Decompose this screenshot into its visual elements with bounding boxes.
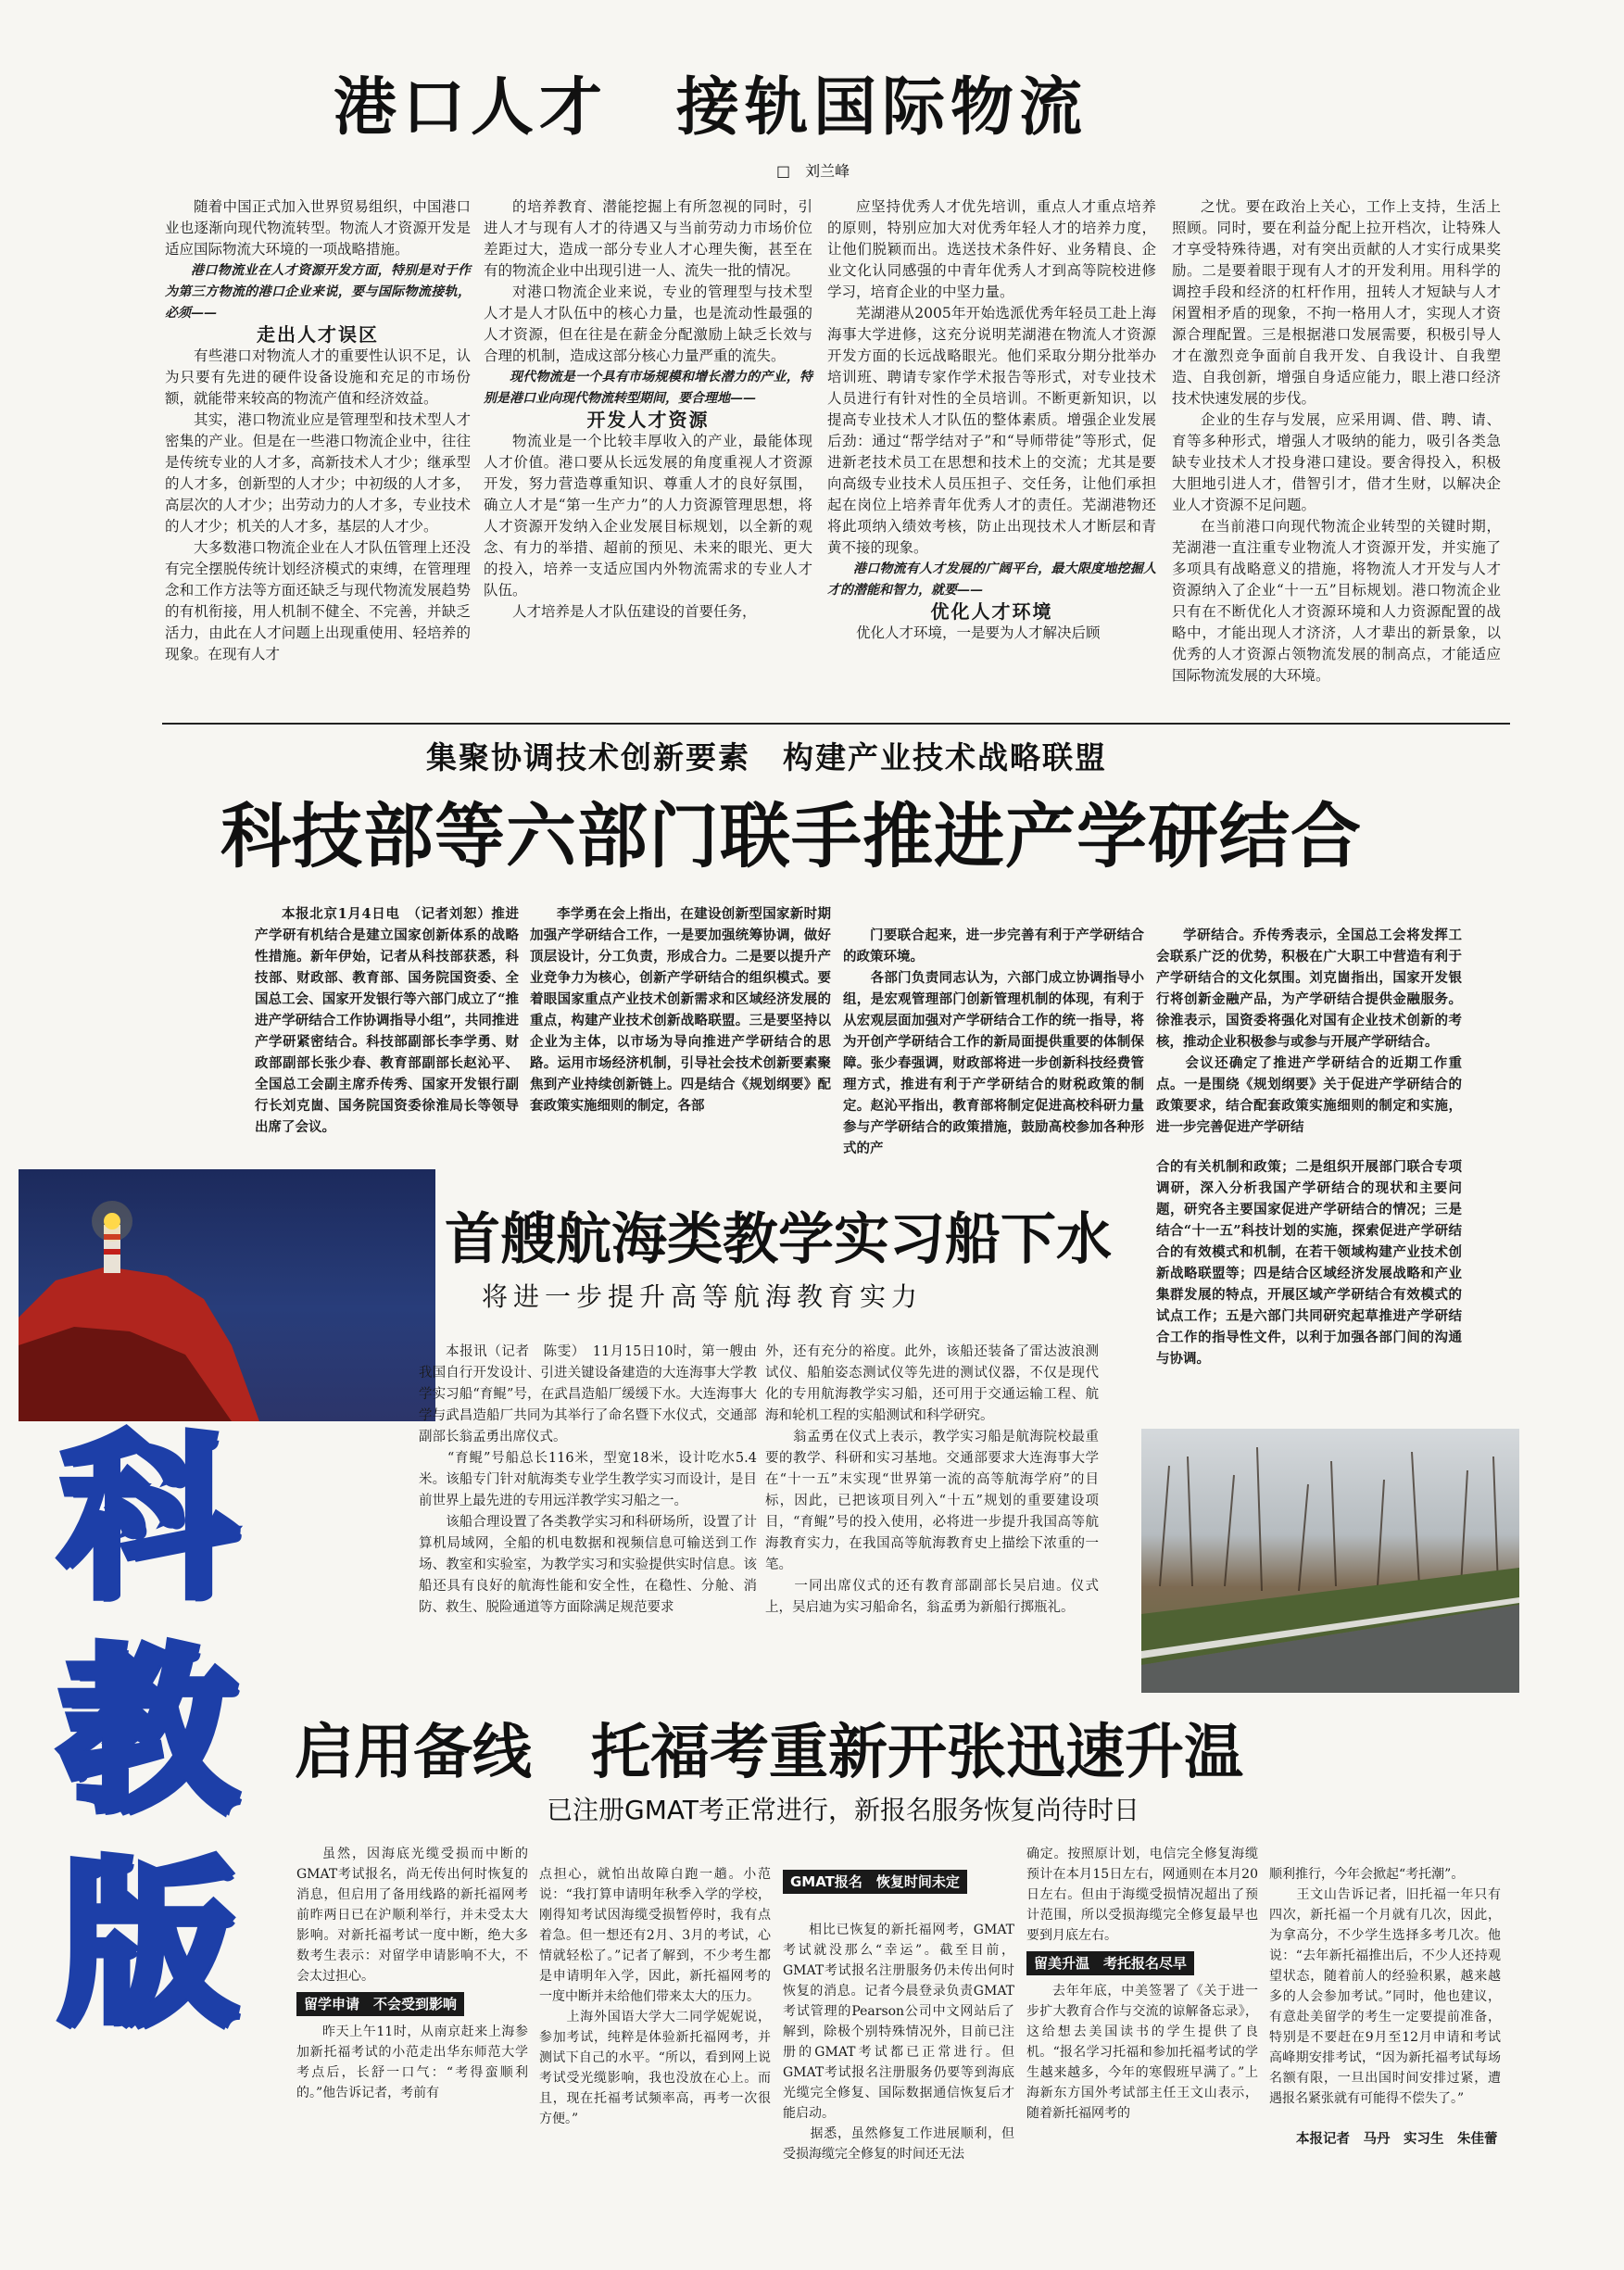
article4-signature: 本报记者 马丹 实习生 朱佳蕾 bbox=[1296, 2131, 1498, 2147]
article2-col2: 李学勇在会上指出，在建设创新型国家新时期加强产学研结合工作，一是要加强统筹协调，做好顶层设计，分工负责，形成合力。二是要以提升产业竞争力为核心，创新产学研结合的组织模式。要着眼国家重点产业技术创新需求和区域经济发展的重点，构建产业技术创新战略联盟。三是要坚持以企业为主体，以市场为导向推进产学研结合的思路。运用市场经济机制，引导社会技术创新要素聚焦到产业持续创新链上。四是结合《规划纲要》配套政策实施细则的制定，各部 bbox=[530, 906, 831, 1114]
article1-title: 港口人才 接轨国际物流 bbox=[334, 71, 1089, 145]
lighthouse-illustration bbox=[19, 1169, 435, 1421]
subheading-2: 开发人才资源 bbox=[586, 409, 710, 431]
article4-col3: GMAT报名 恢复时间未定 相比已恢复的新托福网考，GMAT考试就没那么“幸运”。截至目前，GMAT考试报名注册服务仍未传出何时恢复的消息。记者今晨登录负责GMAT考试管理的Pearson公司中文网站后了解到，除极个别特殊情况外，目前已注册的GMAT考试都已正常进行。但GMAT考试报名注册服务仍要等到海底光缆完全修复、国际数据通信恢复后才能启动。 据悉，虽然修复工作进展顺利，但受损海缆完全修复的时间还无法 bbox=[783, 1844, 1014, 2185]
article4-col1: 虽然，因海底光缆受损而中断的GMAT考试报名，尚无传出何时恢复的消息，但启用了备用线路的新托福网考前昨两日已在沪顺利举行，并未受太大影响。对新托福考试一度中断，绝大多数考生表示：对留学申请影响不大，不会太过担心。 留学申请 不会受到影响 昨天上午11时，从南京赶来上海参加新托福考试的小范走出华东师范大学考点后，长舒一口气：“考得蛮顺利的。”他告诉记者，考前有 bbox=[296, 1847, 528, 2100]
article4-col5: 顺利推行，今年会掀起“考托潮”。 王文山告诉记者，旧托福一年只有四次，新托福一个月就有几次，因此，为拿高分，不少学生选择多考几次。他说：“去年新托福推出后，不少人还持观望状态，随着前人的经验积累，越来越多的人会参加考试。”同时，他也建议，有意赴美留学的考生一定要提前准备，特别是不要赶在9月至12月申请和考试高峰期安排考试，“因为新托福考试每场名额有限，一旦出国时间安排过紧，遭遇报名紧张就有可能得不偿失了。” 本报记者 马丹 实习生 朱佳蕾 bbox=[1269, 1844, 1501, 2170]
article2-title: 科技部等六部门联手推进产学研结合 bbox=[220, 795, 1362, 877]
road-photo bbox=[1141, 1429, 1519, 1693]
label-gmat: GMAT报名 恢复时间未定 bbox=[783, 1870, 967, 1894]
article2-col4a: 学研结合。乔传秀表示，全国总工会将发挥工会联系广泛的优势，积极在广大职工中营造有利于产学研结合的文化氛围。刘克崮指出，国家开发银行将创新金融产品，为产学研结合提供金融服务。徐淮表示，国资委将强化对国有企业技术创新的考核，推动企业积极参与或参与开展产学研结合。 会议还确定了推进产学研结合的近期工作重点。一是围绕《规划纲要》关于促进产学研结合的政策要求，结合配套政策实施细则的制定和实施，进一步完善促进产学研结 bbox=[1156, 927, 1462, 1135]
article3-subtitle: 将进一步提升高等航海教育实力 bbox=[482, 1281, 924, 1312]
label-study-us: 留美升温 考托报名尽早 bbox=[1026, 1951, 1194, 1975]
article1-byline: □ 刘兰峰 bbox=[776, 162, 850, 180]
article2-col4b: 合的有关机制和政策；二是组织开展部门联合专项调研，深入分析我国产学研结合的现状和主要问题，研究各主要国家促进产学研结合的情况；三是结合“十一五”科技计划的实施，探索促进产学研结合的有效模式和机制，在若干领域构建产业技术创新战略联盟等；四是结合区域经济发展战略和产业集群发展的特点，开展区域产学研结合有效模式的试点工作；五是六部门共同研究起草推进产学研结合工作的指导性文件，以利于加强各部门间的沟通与协调。 bbox=[1156, 1159, 1462, 1367]
divider-1 bbox=[162, 723, 1510, 725]
lighthouse-photo bbox=[19, 1169, 435, 1421]
section-char-2: 教 bbox=[59, 1630, 236, 1835]
article1-col2: 的培养教育、潜能挖掘上有所忽视的同时，引进人才与现有人才的待遇又与当前劳动力市场价位差距过大，造成一部分专业人才心理失衡，甚至在有的物流企业中出现引进一人、流失一批的情况。 对港口物流企业来说，专业的管理型与技术型人才是人才队伍中的核心力量，也是流动性最强的人才资源，但在往是在薪金分配激励上缺乏长效与合理的机制，造成这部分核心力量严重的流失。 现代物流是一个具有市场规模和增长潜力的产业，特别是港口业向现代物流转型期间，要合理地—— 开发人才资源 物流业是一个比较丰厚收入的产业，最能体现人才价值。港口要从长远发展的角度重视人才资源开发，努力营造尊重知识、尊重人才的良好氛围，确立人才是“第一生产力”的人力资源管理思想，将人才资源开发纳入企业发展目标规划，以全新的观念、有力的举措、超前的预见、未来的眼光、更大的投入，培养一支适应国内外物流需求的专业人才队伍。 人才培养是人才队伍建设的首要任务， bbox=[484, 198, 812, 620]
article2-kicker: 集聚协调技术创新要素 构建产业技术战略联盟 bbox=[426, 739, 1107, 776]
article3-title: 首艘航海类教学实习船下水 bbox=[445, 1207, 1112, 1272]
section-char-1: 科 bbox=[59, 1417, 236, 1621]
article2-col1: 本报北京1月4日电 （记者刘恕）推进产学研有机结合是建立国家创新体系的战略性措施。新年伊始，记者从科技部获悉，科技部、财政部、教育部、国务院国资委、全国总工会、国家开发银行等六部门成立了“推进产学研结合工作协调指导小组”，共同推进产学研紧密结合。科技部副部长李学勇、财政部副部长张少春、教育部副部长赵沁平、全国总工会副主席乔传秀、国家开发银行副行长刘克崮、国务院国资委徐淮局长等领导出席了会议。 bbox=[255, 906, 519, 1135]
road-illustration bbox=[1141, 1429, 1519, 1693]
subheading-3: 优化人才环境 bbox=[930, 600, 1053, 623]
article3-col2: 外，还有充分的裕度。此外，该船还装备了雷达波浪测试仪、船舶姿态测试仪等先进的测试仪器，不仅是现代化的专用航海教学实习船，还可用于交通运输工程、航海和轮机工程的实船测试和科学研究。 翁孟勇在仪式上表示，教学实习船是航海院校最重要的教学、科研和实习基地。交通部要求大连海事大学在“十一五”末实现“世界第一流的高等航海学府”的目标，因此，已把该项目列入“十五”规划的重要建设项目，“育鲲”号的投入使用，必将进一步提升我国高等航海教育实力，在我国高等航海教育史上描绘下浓重的一笔。 一同出席仪式的还有教育部副部长吴启迪。仪式上，吴启迪为实习船命名，翁孟勇为新船行掷瓶礼。 bbox=[765, 1344, 1099, 1615]
article4-col2: 点担心，就怕出故障白跑一趟。小范说：“我打算申请明年秋季入学的学校，刚得知考试因海缆受损暂停时，我有点着急。但一想还有2月、3月的考试，心情就轻松了。”记者了解到，不少考生都是申请明年入学，因此，新托福网考的一度中断并未给他们带来太大的压力。 上海外国语大学大二同学妮妮说，参加考试，纯粹是体验新托福网考，并测试下自己的水平。“所以，看到网上说考试受光缆影响，我也没放在心上。而且，现在托福考试频率高，再考一次很方便。” bbox=[539, 1867, 771, 2126]
article1-col3: 应坚持优秀人才优先培训，重点人才重点培养的原则，特别应加大对优秀年轻人才的培养力度，让他们脱颖而出。选送技术条件好、业务精良、企业文化认同感强的中青年优秀人才到高等院校进修学习，培育企业的中坚力量。 芜湖港从2005年开始选派优秀年轻员工赴上海海事大学进修，这充分说明芜湖港在物流人才资源开发方面的长远战略眼光。他们采取分期分批举办培训班、聘请专家作学术报告等形式，对专业技术人员进行有针对性的全员培训。不断更新知识，以提高专业技术人才队伍的整体素质。增强企业发展后劲：通过“帮学结对子”和“导师带徒”等形式，促进新老技术员工在思想和技术上的交流；尤其是要向高级专业技术人员压担子、交任务，让他们承担起在岗位上培养青年优秀人才的责任。芜湖港物还将此项纳入绩效考核，防止出现技术人才断层和青黄不接的现象。 港口物流有人才发展的广阔平台，最大限度地挖掘人才的潜能和智力，就要—— 优化人才环境 优化人才环境，一是要为人才解决后顾 bbox=[827, 198, 1156, 641]
article4-subtitle: 已注册GMAT考正常进行，新报名服务恢复尚待时日 bbox=[547, 1795, 1139, 1825]
subheading-1: 走出人才误区 bbox=[257, 323, 379, 346]
label-study-application: 留学申请 不会受到影响 bbox=[296, 1992, 464, 2016]
article1-col1: 随着中国正式加入世界贸易组织，中国港口业也逐渐向现代物流转型。物流人才资源开发是适应国际物流大环境的一项战略措施。 港口物流业在人才资源开发方面，特别是对于作为第三方物流的港口企业来说，要与国际物流接轨，必须—— 走出人才误区 有些港口对物流人才的重要性认识不足，认为只要有先进的硬件设备设施和充足的市场份额，就能带来较高的物流产值和经济效益。 其实，港口物流业应是管理型和技术型人才密集的产业。但是在一些港口物流企业中，往往是传统专业的人才多，高新技术人才少；继承型的人才多，创新型的人才少；中初级的人才多，高层次的人才少；出劳动力的人才多，专业技术的人才少；机关的人才多，基层的人才少。 大多数港口物流企业在人才队伍管理上还没有完全摆脱传统计划经济模式的束缚，在管理理念和工作方法等方面还缺乏与现代物流发展趋势的有机衔接，用人机制不健全、不完善，并缺乏活力，由此在人才问题上出现重使用、轻培养的现象。在现有人才 bbox=[165, 198, 471, 662]
article4-title: 启用备线 托福考重新开张迅速升温 bbox=[295, 1718, 1243, 1787]
article2-col3: 门要联合起来，进一步完善有利于产学研结合的政策环境。 各部门负责同志认为，六部门成立协调指导小组，是宏观管理部门创新管理机制的体现，有利于从宏观层面加强对产学研结合工作的统一指导，将为开创产学研结合工作的新局面提供重要的体制保障。张少春强调，财政部将进一步创新科技经费管理方式，推进有利于产学研结合的财税政策的制定。赵沁平指出，教育部将制定促进高校科研力量参与产学研结合的政策措施，鼓励高校参加各种形式的产 bbox=[843, 927, 1144, 1156]
article3-col1: 本报讯（记者 陈雯） 11月15日10时，第一艘由我国自行开发设计、引进关键设备建造的大连海事大学教学实习船“育鲲”号，在武昌造船厂缓缓下水。大连海事大学与武昌造船厂共同为其举行了命名暨下水仪式，交通部副部长翁孟勇出席仪式。 “育鲲”号船总长116米，型宽18米，设计吃水5.4米。该船专门针对航海类专业学生教学实习而设计，是目前世界上最先进的专用远洋教学实习船之一。 该船合理设置了各类教学实习和科研场所，设置了计算机局域网，全船的机电数据和视频信息可输送到工作场、教室和实验室，为教学实习和实验提供实时信息。该船还具有良好的航海性能和安全性，在稳性、分舱、消防、救生、脱险通道等方面除满足规范要求 bbox=[419, 1344, 757, 1615]
article1-col4: 之忧。要在政治上关心，工作上支持，生活上照顾。同时，要在利益分配上拉开档次，让特殊人才享受特殊待遇，对有突出贡献的人才实行成果奖励。二是要着眼于现有人才的开发利用。用科学的调控手段和经济的杠杆作用，扭转人才短缺与人才闲置相矛盾的现象，不拘一格用人才，实现人才资源合理配置。三是根据港口发展需要，积极引导人才在激烈竞争面前自我开发、自我设计、自我塑造、自我创新，增强自身适应能力，眼上港口经济技术快速发展的步伐。 企业的生存与发展，应采用调、借、聘、请、育等多种形式，增强人才吸纳的能力，吸引各类急缺专业技术人才投身港口建设。要舍得投入，积极大胆地引进人才，借智引才，借才生财，以解决企业人才资源不足问题。 在当前港口向现代物流企业转型的关键时期，芜湖港一直注重专业物流人才资源开发，并实施了多项具有战略意义的措施，将物流人才开发与人才资源纳入了企业“十一五”目标规划。港口物流企业只有在不断优化人才资源环境和人力资源配置的战略中，才能出现人才济济，人才辈出的新景象，以优秀的人才资源占领物流发展的制高点，才能适应国际物流发展的大环境。 bbox=[1172, 198, 1501, 684]
article4-col4: 确定。按照原计划，电信完全修复海缆预计在本月15日左右，网通则在本月20日左右。但由于海缆受损情况超出了预计范围，所以受损海缆完全修复最早也要到月底左右。 留美升温 考托报名尽早 去年年底，中美签署了《关于进一步扩大教育合作与交流的谅解备忘录》，这给想去美国读书的学生提供了良机。“报名学习托福和参加托福考试的学生越来越多，今年的寒假班早满了。”上海新东方国外考试部主任王文山表示，随着新托福网考的 bbox=[1026, 1847, 1258, 2121]
section-char-3: 版 bbox=[59, 1843, 236, 2048]
